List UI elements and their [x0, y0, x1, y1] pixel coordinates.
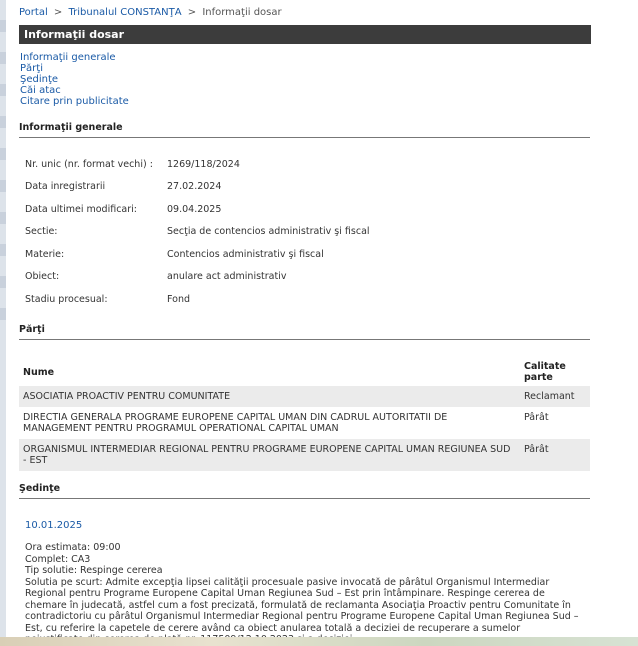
sidebar-segment	[0, 212, 6, 224]
info-row-data-inregistrarii	[25, 181, 221, 192]
bottom-strip	[0, 637, 638, 646]
info-value: Secţia de contencios administrativ şi fiscal	[167, 226, 370, 237]
table-row	[19, 407, 590, 439]
link-informatii-generale[interactable]: Informaţii generale	[20, 52, 116, 63]
party-role: Pârât	[520, 439, 590, 471]
hearing-solution-summary: Solutia pe scurt: Admite excepţia lipsei calităţii procesuale pasive invocată de pârâtul Organismul Intermediar Regional pentru Programe Europene Capital Uman Regiunea Sud – Est prin întâmpinare. Respinge cererea de chemare în judecată, astfel cum a fost precizată, formulată de reclamanta Asociaţia Proactiv pentru Comunitate în contradictoriu cu pârâtul Organismul Intermediar Regional pentru Programe Europene Capital Uman Regiunea Sud – Est, cu referire la capetele de cerere având ca obiect anularea totală a deciziei de recuperare a sumelor	[25, 576, 579, 634]
info-label: Data ultimei modificari:	[25, 204, 137, 215]
info-value: 27.02.2024	[167, 181, 222, 192]
sidebar-segment	[0, 20, 6, 32]
info-row-stadiu-procesual	[25, 294, 190, 305]
table-row	[19, 439, 590, 471]
breadcrumb-separator: >	[53, 7, 63, 18]
link-cai-atac[interactable]: Căi atac	[20, 85, 61, 96]
sidebar-segment	[0, 148, 6, 160]
party-name: ASOCIATIA PROACTIV PENTRU COMUNITATE	[19, 386, 520, 407]
info-label: Obiect:	[25, 271, 60, 282]
link-sedinte[interactable]: Şedinţe	[20, 74, 59, 85]
link-parti[interactable]: Părţi	[20, 63, 43, 74]
party-name: DIRECTIA GENERALA PROGRAME EUROPENE CAPITAL UMAN DIN CADRUL AUTORITATII DE MANAGEMENT PENTRU PROGRAMUL OPERATIONAL CAPITAL UMAN	[23, 412, 448, 434]
section-heading-parti: Părţi	[19, 324, 590, 340]
sidebar-segment	[0, 180, 6, 192]
info-value: 09.04.2025	[167, 204, 222, 215]
info-row-sectie	[25, 226, 370, 237]
parti-table	[19, 358, 590, 471]
sidebar-segment	[0, 116, 6, 128]
info-value: anulare act administrativ	[167, 271, 287, 282]
breadcrumb-current: Informaţii dosar	[202, 7, 282, 18]
info-row-materie	[25, 249, 324, 260]
hearing-details	[25, 542, 581, 646]
section-heading-sedinte: Şedinţe	[19, 483, 590, 499]
sidebar-segment	[0, 308, 6, 320]
info-row-obiect	[25, 271, 286, 282]
sidebar-segment	[0, 84, 6, 96]
column-header-nume: Nume	[23, 366, 55, 378]
breadcrumb-portal-link[interactable]: Portal	[19, 7, 48, 18]
sidebar-segment	[0, 244, 6, 256]
sidebar-segment	[0, 276, 6, 288]
section-quicklinks	[20, 52, 129, 107]
hearing-date: 10.01.2025	[25, 520, 83, 531]
hearing-panel: Complet: CA3	[25, 553, 91, 565]
hearing-time: Ora estimata: 09:00	[25, 542, 121, 553]
breadcrumb	[19, 7, 282, 18]
section-heading-informatii-generale: Informaţii generale	[19, 122, 590, 138]
info-label: Materie:	[25, 249, 65, 260]
table-row	[19, 386, 590, 407]
left-sidebar-strip	[0, 0, 6, 646]
info-value: Contencios administrativ şi fiscal	[167, 249, 324, 260]
party-name: ORGANISMUL INTERMEDIAR REGIONAL PENTRU PROGRAME EUROPENE CAPITAL UMAN REGIUNEA SUD - EST	[19, 439, 520, 471]
sidebar-segment	[0, 52, 6, 64]
party-role: Pârât	[524, 412, 549, 423]
breadcrumb-court-link[interactable]: Tribunalul CONSTANŢA	[68, 7, 182, 18]
info-row-nr-unic	[25, 159, 240, 170]
table-header-row	[19, 358, 590, 386]
info-value: 1269/118/2024	[167, 159, 240, 170]
info-row-data-ultimei-modificari	[25, 204, 221, 215]
info-label: Sectie:	[25, 226, 58, 237]
info-label: Nr. unic (nr. format vechi) :	[25, 159, 153, 170]
info-label: Stadiu procesual:	[25, 294, 108, 305]
page-title: Informaţii dosar	[19, 25, 591, 44]
column-header-calitate: Calitate parte	[524, 361, 566, 383]
party-role: Reclamant	[520, 386, 590, 407]
info-value: Fond	[167, 294, 190, 305]
breadcrumb-separator: >	[187, 7, 197, 18]
hearing-solution-type: Tip solutie: Respinge cererea	[25, 565, 163, 576]
info-label: Data inregistrarii	[25, 181, 106, 192]
link-citare-publicitate[interactable]: Citare prin publicitate	[20, 96, 129, 107]
